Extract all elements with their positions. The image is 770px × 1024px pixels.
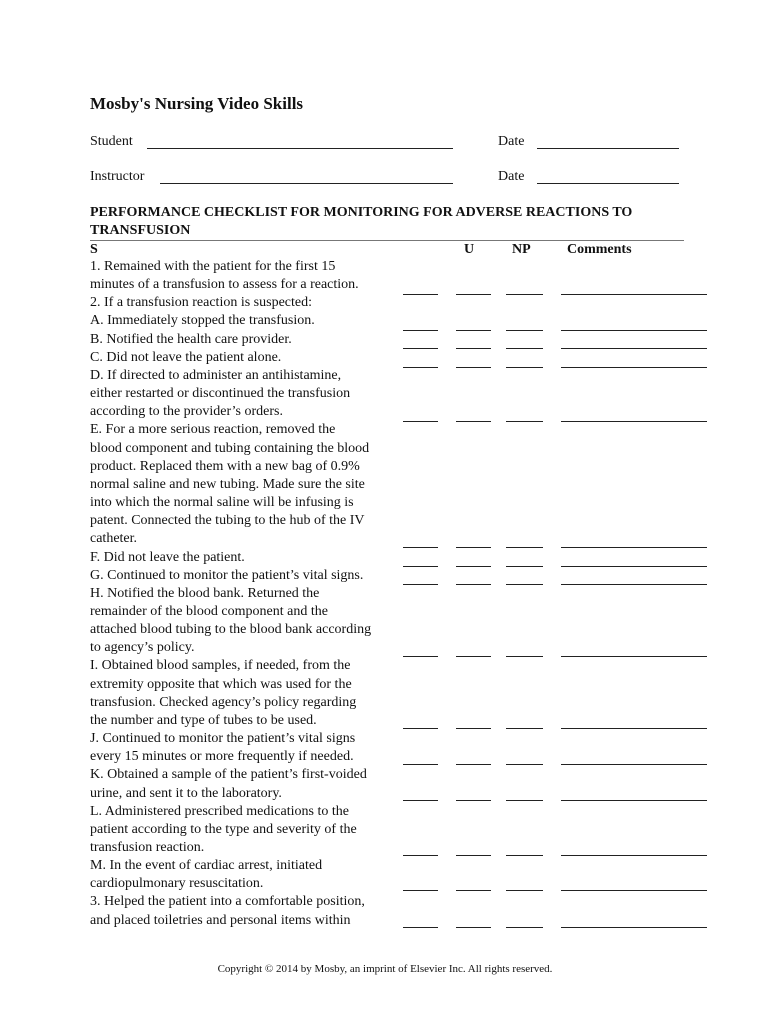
comments-blank[interactable] xyxy=(561,855,707,856)
comments-blank[interactable] xyxy=(561,367,707,368)
u-blank[interactable] xyxy=(456,728,491,729)
comments-blank[interactable] xyxy=(561,656,707,657)
u-blank[interactable] xyxy=(456,584,491,585)
student-field[interactable] xyxy=(147,148,453,149)
checklist-item: C. Did not leave the patient alone. xyxy=(90,349,282,365)
s-blank[interactable] xyxy=(403,547,438,548)
comments-blank[interactable] xyxy=(561,421,707,422)
s-blank[interactable] xyxy=(403,890,438,891)
np-blank[interactable] xyxy=(506,800,543,801)
u-blank[interactable] xyxy=(456,348,491,349)
np-blank[interactable] xyxy=(506,294,543,295)
np-blank[interactable] xyxy=(506,566,543,567)
s-blank[interactable] xyxy=(403,855,438,856)
s-blank[interactable] xyxy=(403,764,438,765)
column-comments: Comments xyxy=(567,242,632,257)
u-blank[interactable] xyxy=(456,294,491,295)
checklist-item: H. Notified the blood bank. Returned the remainder of the blood component and the attached blood tubing to the blood bank according to agency’s policy. xyxy=(90,585,372,656)
u-blank[interactable] xyxy=(456,855,491,856)
column-np: NP xyxy=(512,242,531,257)
comments-blank[interactable] xyxy=(561,800,707,801)
checklist-item: J. Continued to monitor the patient’s vital signs every 15 minutes or more frequently if needed. xyxy=(90,731,356,765)
u-blank[interactable] xyxy=(456,927,491,928)
comments-blank[interactable] xyxy=(561,890,707,891)
checklist-item: A. Immediately stopped the transfusion. xyxy=(90,313,315,329)
np-blank[interactable] xyxy=(506,656,543,657)
checklist-items xyxy=(90,258,400,930)
comments-blank[interactable] xyxy=(561,294,707,295)
instructor-field[interactable] xyxy=(160,183,453,184)
s-blank[interactable] xyxy=(403,421,438,422)
checklist-item: I. Obtained blood samples, if needed, from the extremity opposite that which was used for the transfusion. Checked agency’s policy regarding the number and type of tubes to be used. xyxy=(90,658,357,728)
u-blank[interactable] xyxy=(456,367,491,368)
checklist-item: F. Did not leave the patient. xyxy=(90,549,245,565)
checklist-title: PERFORMANCE CHECKLIST FOR MONITORING FOR ADVERSE REACTIONS TO TRANSFUSION xyxy=(90,205,633,238)
comments-blank[interactable] xyxy=(561,927,707,928)
np-blank[interactable] xyxy=(506,584,543,585)
page-title: Mosby's Nursing Video Skills xyxy=(90,94,304,113)
u-blank[interactable] xyxy=(456,421,491,422)
instructor-label: Instructor xyxy=(90,169,145,184)
s-blank[interactable] xyxy=(403,800,438,801)
np-blank[interactable] xyxy=(506,367,543,368)
np-blank[interactable] xyxy=(506,927,543,928)
checklist-item: 1. Remained with the patient for the first 15 minutes of a transfusion to assess for a reaction. xyxy=(90,259,359,293)
s-blank[interactable] xyxy=(403,330,438,331)
np-blank[interactable] xyxy=(506,764,543,765)
comments-blank[interactable] xyxy=(561,547,707,548)
checklist-item: G. Continued to monitor the patient’s vital signs. xyxy=(90,567,364,583)
date-field-2[interactable] xyxy=(537,183,679,184)
s-blank[interactable] xyxy=(403,584,438,585)
u-blank[interactable] xyxy=(456,547,491,548)
comments-blank[interactable] xyxy=(561,584,707,585)
date-field[interactable] xyxy=(537,148,679,149)
np-blank[interactable] xyxy=(506,421,543,422)
header-divider xyxy=(90,240,684,241)
s-blank[interactable] xyxy=(403,294,438,295)
u-blank[interactable] xyxy=(456,800,491,801)
s-blank[interactable] xyxy=(403,348,438,349)
s-blank[interactable] xyxy=(403,367,438,368)
checklist-item: 3. Helped the patient into a comfortable position, and placed toiletries and personal items within xyxy=(90,894,365,928)
np-blank[interactable] xyxy=(506,330,543,331)
comments-blank[interactable] xyxy=(561,348,707,349)
checklist-item: E. For a more serious reaction, removed the blood component and tubing containing the blood product. Replaced them with a new bag of 0.9% normal saline and new tubing. Made sure the site into which the normal saline will be infusing is patent. Connected the tubing to the hub of the IV catheter. xyxy=(90,422,370,547)
np-blank[interactable] xyxy=(506,855,543,856)
column-u: U xyxy=(464,242,475,257)
comments-blank[interactable] xyxy=(561,764,707,765)
u-blank[interactable] xyxy=(456,764,491,765)
copyright-footer: Copyright © 2014 by Mosby, an imprint of Elsevier Inc. All rights reserved. xyxy=(217,963,553,975)
checklist-item: M. In the event of cardiac arrest, initiated cardiopulmonary resuscitation. xyxy=(90,858,323,892)
comments-blank[interactable] xyxy=(561,728,707,729)
s-blank[interactable] xyxy=(403,728,438,729)
s-blank[interactable] xyxy=(403,566,438,567)
comments-blank[interactable] xyxy=(561,330,707,331)
u-blank[interactable] xyxy=(456,330,491,331)
checklist-item: K. Obtained a sample of the patient’s first-voided urine, and sent it to the laboratory. xyxy=(90,767,367,801)
np-blank[interactable] xyxy=(506,890,543,891)
u-blank[interactable] xyxy=(456,566,491,567)
checklist-item: 2. If a transfusion reaction is suspected: xyxy=(90,295,312,311)
np-blank[interactable] xyxy=(506,547,543,548)
np-blank[interactable] xyxy=(506,348,543,349)
student-label: Student xyxy=(90,134,133,149)
s-blank[interactable] xyxy=(403,656,438,657)
np-blank[interactable] xyxy=(506,728,543,729)
u-blank[interactable] xyxy=(456,656,491,657)
comments-blank[interactable] xyxy=(561,566,707,567)
date-label-2: Date xyxy=(498,169,525,184)
date-label: Date xyxy=(498,134,525,149)
s-blank[interactable] xyxy=(403,927,438,928)
checklist-item: D. If directed to administer an antihistamine, either restarted or discontinued the transfusion according to the provider’s orders. xyxy=(90,367,351,420)
u-blank[interactable] xyxy=(456,890,491,891)
column-s: S xyxy=(90,242,98,257)
checklist-item: B. Notified the health care provider. xyxy=(90,331,292,347)
checklist-item: L. Administered prescribed medications to the patient according to the type and severity of the transfusion reaction. xyxy=(90,803,357,855)
